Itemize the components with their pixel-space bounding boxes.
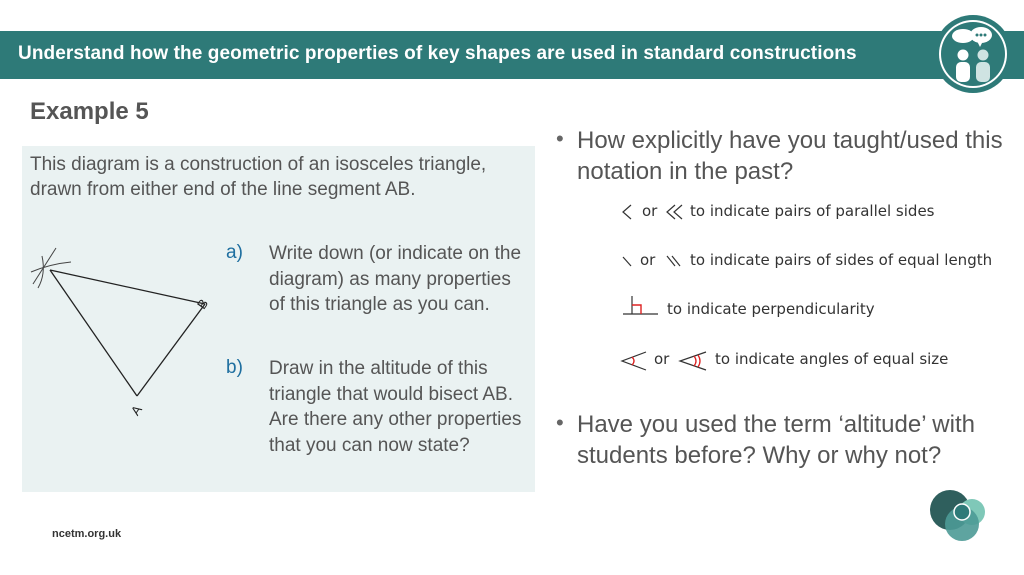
notation-text: to indicate perpendicularity	[667, 300, 875, 318]
notation-text: to indicate pairs of sides of equal length	[690, 251, 993, 269]
footer-url: ncetm.org.uk	[52, 528, 122, 540]
angle-arc-icon	[620, 350, 648, 372]
bullet-altitude-question: Have you used the term ‘altitude’ with students before? Why or why not?	[577, 411, 975, 469]
question-a-letter: a)	[226, 242, 243, 263]
header-banner	[0, 31, 1024, 79]
notation-perpendicular	[620, 300, 1000, 326]
vertex-label-b: B	[193, 296, 212, 312]
parallel-arrow-icon	[620, 203, 634, 221]
bullet-dot: •	[556, 410, 564, 435]
right-angle-icon	[620, 294, 660, 320]
double-parallel-arrow-icon	[664, 203, 686, 221]
question-a-text: Write down (or indicate on the diagram) as many properties of this triangle as you can.	[269, 243, 522, 315]
double-equal-side-tick-icon	[664, 253, 684, 269]
example-panel	[22, 146, 535, 492]
notation-or: or	[654, 350, 670, 368]
bullet-notation-question: How explicitly have you taught/used this notation in the past?	[577, 127, 1003, 185]
notation-equal-angles	[620, 350, 1010, 376]
intro-text: This diagram is a construction of an isosceles triangle, drawn from either end of the line segment AB.	[30, 154, 487, 200]
notation-text: to indicate angles of equal size	[715, 350, 949, 368]
vertex-label-a: A	[127, 402, 145, 419]
ncetm-circles-logo	[928, 488, 990, 544]
notation-or: or	[642, 202, 658, 220]
notation-equal-sides	[620, 251, 1000, 277]
question-b-letter: b)	[226, 357, 243, 378]
page-title: Understand how the geometric properties of key shapes are used in standard constructions	[18, 43, 857, 64]
notation-or: or	[640, 251, 656, 269]
equal-side-tick-icon	[620, 253, 634, 269]
triangle-construction-diagram	[30, 244, 230, 420]
example-heading: Example 5	[30, 98, 149, 125]
bullet-dot: •	[556, 126, 564, 151]
double-angle-arc-icon	[678, 350, 708, 372]
question-b-text: Draw in the altitude of this triangle that would bisect AB. Are there any other properties that you can now state?	[269, 358, 522, 456]
notation-parallel	[620, 202, 1000, 228]
notation-text: to indicate pairs of parallel sides	[690, 202, 935, 220]
discussion-people-icon	[933, 13, 1013, 95]
